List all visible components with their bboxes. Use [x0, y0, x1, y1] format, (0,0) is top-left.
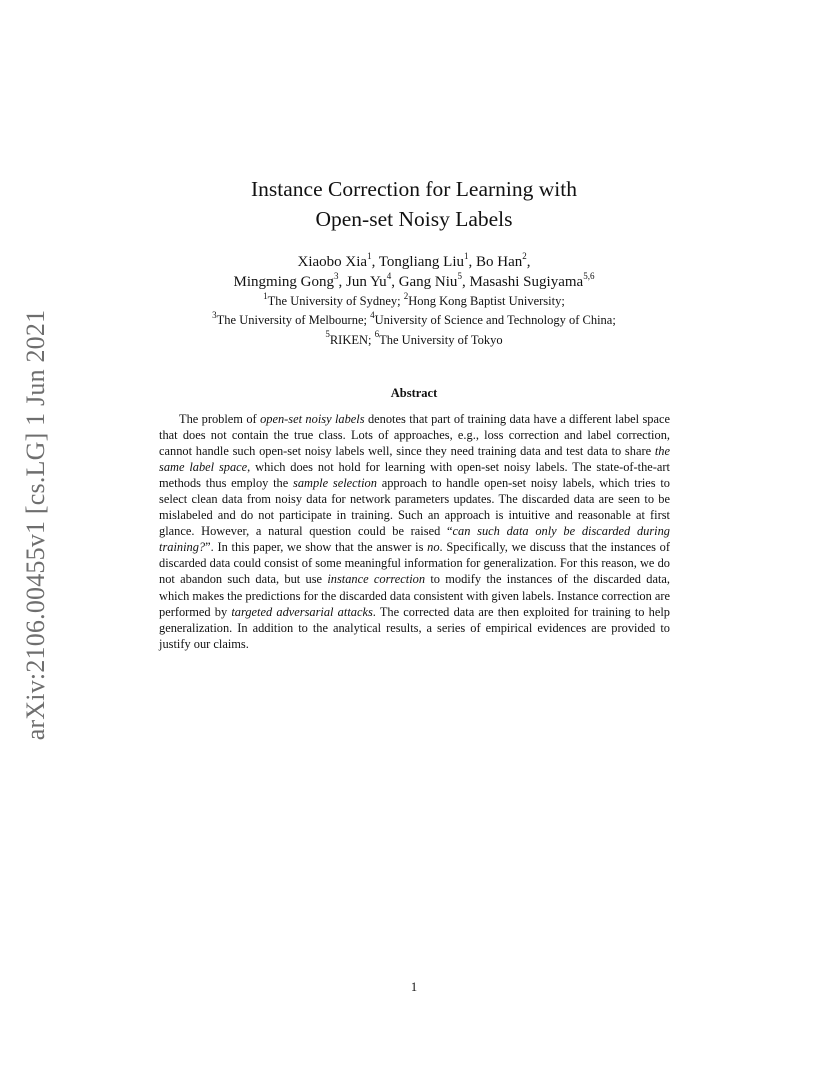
arxiv-sidebar-stamp	[6, 300, 66, 750]
abstract-body	[159, 411, 670, 652]
affiliation-name: The University of Sydney;	[267, 294, 404, 308]
author-affiliation-mark: 1	[367, 251, 372, 261]
affiliation-name: The University of Melbourne;	[216, 313, 371, 328]
author-affiliation-mark: 2	[522, 251, 527, 261]
abstract-text: . Specifically, we discuss that the instances of discarded data could consist of some meaningful information for generalization. For this reason, we do not abandon such data, but use	[159, 540, 670, 587]
abstract-text: approach to handle open-set noisy labels, which tries to select clean data from noisy data for network parameters updates. The discarded data are seen to be mislabeled and do not participate in training. Such an approach is intuitive and reasonable at first glance. However, a natural question could be raised “	[159, 476, 670, 539]
abstract-text: . The corrected data are then exploited for training to help generalization. In addition to the analytical results, a series of empirical evidences are provided to justify our claims.	[159, 604, 671, 651]
affiliation-mark: 1	[263, 290, 268, 301]
author-line-2	[150, 272, 678, 292]
affiliation-line-1	[150, 292, 678, 311]
abstract-text: ”. In this paper, we show that the answer is	[205, 540, 428, 555]
author-separator: ,	[468, 254, 476, 270]
affiliation-line-3	[150, 331, 678, 350]
author-separator: ,	[391, 274, 399, 290]
affiliation-mark: 5	[325, 329, 330, 340]
affiliation-name: Hong Kong Baptist University;	[408, 294, 565, 308]
author-name: Jun Yu	[345, 274, 387, 290]
author-affiliation-mark: 3	[333, 271, 339, 281]
affiliation-line-2	[150, 311, 678, 330]
author-affiliation-mark: 5,6	[583, 271, 595, 281]
author-line-1	[150, 252, 678, 272]
abstract-text: , which does not hold for learning with open-set noisy labels. The state-of-the-art methods thus employ the	[159, 460, 670, 491]
affiliation-name: The University of Tokyo	[379, 332, 503, 347]
paper-title	[150, 174, 678, 234]
abstract-text: The problem of	[179, 412, 261, 426]
author-separator: ,	[338, 274, 346, 290]
author-name: Tongliang Liu	[378, 254, 464, 270]
abstract-emphasis: no	[427, 540, 440, 555]
author-name: Bo Han	[476, 254, 523, 270]
author-list	[150, 252, 678, 292]
arxiv-identifier: arXiv:2106.00455v1 [cs.LG] 1 Jun 2021	[21, 309, 50, 741]
affiliation-name: University of Science and Technology of China;	[374, 313, 616, 328]
author-separator: ,	[526, 254, 531, 270]
abstract-emphasis: the same label space	[159, 444, 670, 475]
author-affiliation-mark: 1	[464, 251, 469, 261]
abstract-emphasis: instance correction	[327, 572, 426, 587]
author-separator: ,	[461, 274, 470, 290]
title-line-2: Open-set Noisy Labels	[315, 207, 513, 231]
author-name: Mingming Gong	[233, 274, 334, 290]
abstract-emphasis: sample selection	[293, 476, 377, 491]
author-affiliation-mark: 5	[457, 271, 462, 281]
author-name: Masashi Sugiyama	[469, 274, 584, 290]
title-line-1: Instance Correction for Learning with	[251, 177, 577, 201]
abstract-emphasis: can such data only be discarded during training?	[159, 524, 671, 555]
page-number: 1	[410, 980, 418, 994]
abstract-text: to modify the instances of the discarded data, which makes the predictions for the discarded data consistent with given labels. Instance correction are performed by	[159, 572, 670, 619]
abstract-emphasis: targeted adversarial attacks	[231, 604, 373, 619]
affiliation-mark: 2	[403, 290, 409, 301]
abstract-text: denotes that part of training data have a different label space that does not contain the true class. Lots of approaches, e.g., loss correction and label correction, cannot handle such open-set noisy labels well, since they need training data and test data to share	[159, 412, 670, 459]
affiliation-name: RIKEN;	[329, 332, 375, 347]
abstract-heading: Abstract	[390, 386, 438, 400]
abstract-emphasis: open-set noisy labels	[260, 412, 365, 426]
author-separator: ,	[371, 254, 379, 270]
affiliation-mark: 3	[212, 310, 217, 321]
author-name: Gang Niu	[398, 274, 458, 290]
affiliation-list	[150, 292, 678, 350]
affiliation-mark: 4	[370, 310, 375, 321]
author-affiliation-mark: 4	[386, 271, 392, 281]
affiliation-mark: 6	[374, 329, 380, 340]
author-name: Xiaobo Xia	[297, 254, 368, 270]
